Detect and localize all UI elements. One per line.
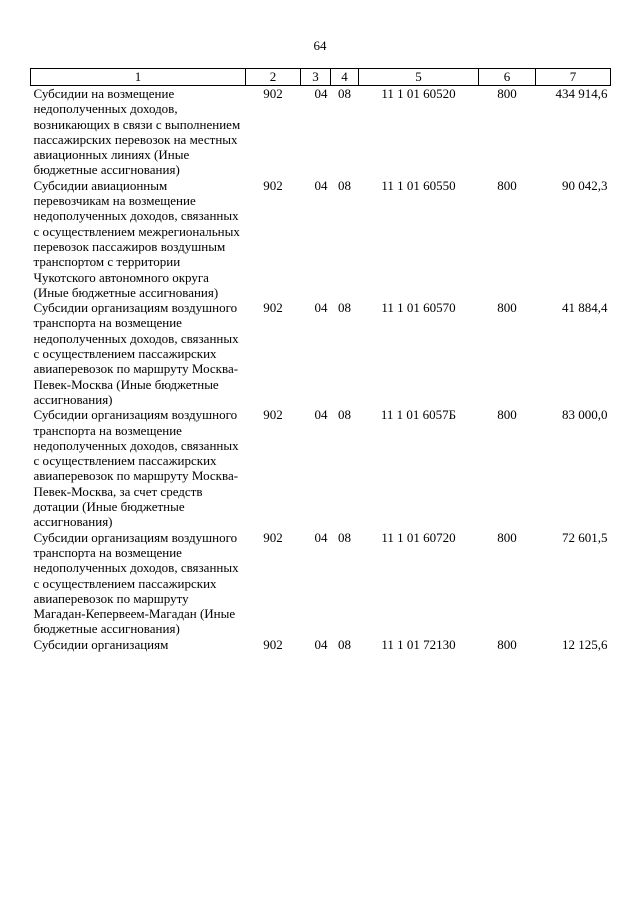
row-csr: 11 1 01 60520 [381,86,456,101]
row-sum: 12 125,6 [562,636,608,652]
row-name: Субсидии авиационным перевозчикам на возмещение недополученных доходов, связанных с осуществлением межрегиональных перевозок пассажиров воздушным транспортом с территории Чукотского автономного округа (Иные бюджетные ассигнования) [33,177,240,300]
row-sum: 90 042,3 [562,177,608,193]
header-col-2: 2 [246,69,301,86]
header-col-4: 4 [331,69,359,86]
row-csr: 11 1 01 60570 [381,300,456,316]
header-col-7: 7 [536,69,611,86]
header-col-5: 5 [359,69,479,86]
page-number: 64 [313,38,327,53]
row-sum: 83 000,0 [562,407,608,423]
row-name: Субсидии организациям воздушного транспорта на возмещение недополученных доходов, связанных с осуществлением пассажирских авиаперевозок по маршруту Москва-Певек-Москва, за счет средств дотации (Иные бюджетные ассигнования) [33,407,239,530]
row-vr: 800 [497,86,517,101]
row-sum: 434 914,6 [555,86,608,101]
header-col-3: 3 [301,69,331,86]
row-sum: 41 884,4 [562,300,608,316]
table-row [31,86,611,178]
row-csr: 11 1 01 60720 [381,529,456,545]
row-gr: 902 [263,636,283,652]
row-pr: 08 [338,86,351,101]
row-rz: 04 [314,86,328,101]
row-vr: 800 [497,407,517,423]
row-pr: 08 [338,636,351,652]
table-header [31,69,611,86]
row-rz: 04 [314,300,328,316]
table-body [31,86,611,652]
row-vr: 800 [497,529,517,545]
header-col-1: 1 [31,69,246,86]
budget-table [30,68,611,652]
table-row [31,407,611,529]
row-pr: 08 [338,177,351,193]
table-row [31,530,611,637]
row-vr: 800 [497,636,517,652]
row-vr: 800 [497,177,517,193]
row-rz: 04 [314,407,328,423]
row-pr: 08 [338,300,351,316]
table-row [31,637,611,652]
table-row [31,178,611,300]
header-col-6: 6 [479,69,536,86]
row-name: Субсидии организациям воздушного транспорта на возмещение недополученных доходов, связанных с осуществлением пассажирских авиаперевозок по маршруту Москва-Певек-Москва (Иные бюджетные ассигнования) [33,300,239,407]
row-sum: 72 601,5 [562,529,608,545]
row-gr: 902 [263,177,283,193]
row-name: Субсидии на возмещение недополученных доходов, возникающих в связи с выполнением пассажирских перевозок на местных авиационных линиях (Иные бюджетные ассигнования) [33,86,241,178]
row-rz: 04 [314,177,328,193]
row-gr: 902 [263,529,283,545]
table-row [31,300,611,407]
row-name: Субсидии организациям воздушного транспорта на возмещение недополученных доходов, связанных с осуществлением пассажирских авиаперевозок по маршруту Магадан-Кепервеем-Магадан (Иные бюджетные ассигнования) [33,529,239,637]
row-pr: 08 [338,529,351,545]
row-gr: 902 [263,407,283,423]
row-csr: 11 1 01 72130 [381,636,456,652]
row-name: Субсидии организациям [33,636,169,652]
row-gr: 902 [263,300,283,316]
row-pr: 08 [338,407,351,423]
row-gr: 902 [263,86,283,101]
row-csr: 11 1 01 60550 [381,177,456,193]
row-csr: 11 1 01 6057Б [380,407,457,423]
row-rz: 04 [314,636,328,652]
row-vr: 800 [497,300,517,316]
header-row [31,69,611,86]
row-rz: 04 [314,529,328,545]
